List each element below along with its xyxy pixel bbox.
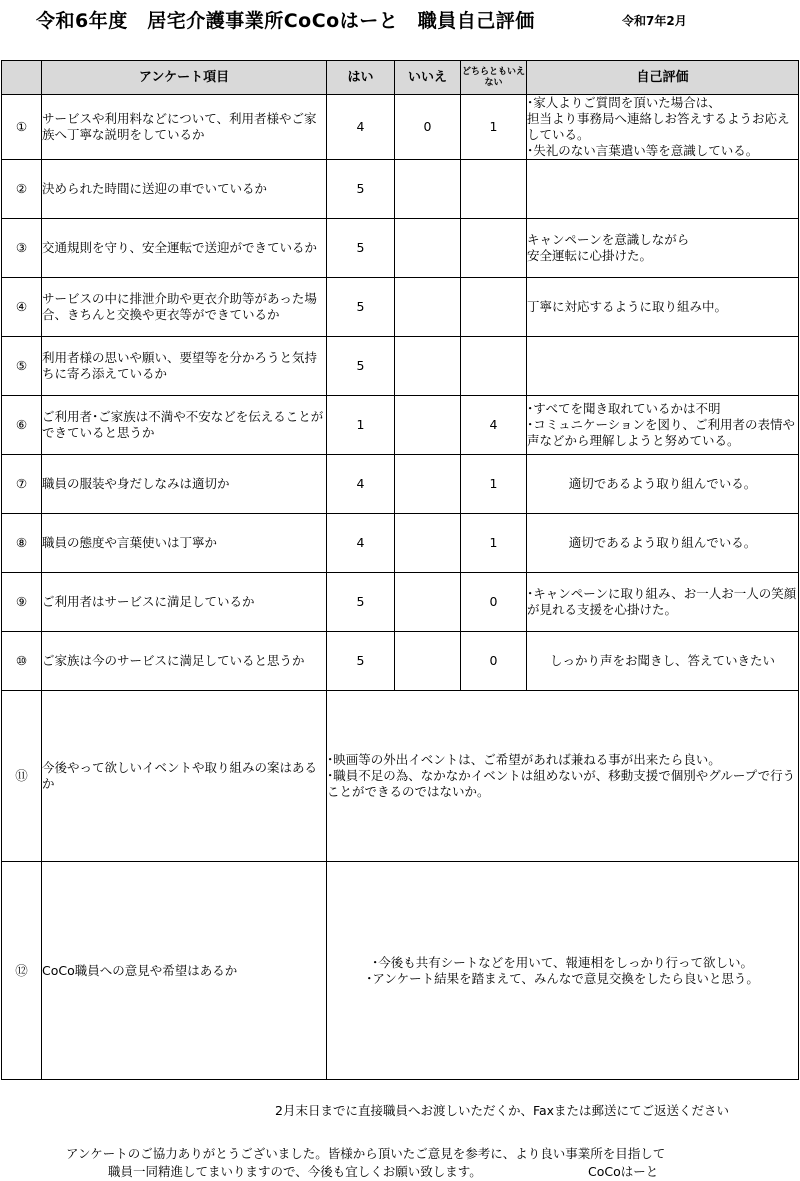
question-number: ⑦ [2,455,42,514]
self-evaluation [527,160,799,219]
question-text: サービスの中に排泄介助や更衣介助等があった場合、きちんと交換や更衣等ができているか [42,278,327,337]
neither-count: 1 [461,455,527,514]
evaluation-line: ･キャンペーンに取り組み、お一人お一人の笑顔が見れる支援を心掛けた。 [527,586,797,617]
header-neither: どちらともいえない [461,61,527,95]
table-row [2,396,799,455]
table-row [2,219,799,278]
self-evaluation [527,573,799,632]
question-number: ⑫ [2,862,42,1080]
evaluation-line: しっかり声をお聞きし、答えていきたい [549,653,775,668]
yes-count: 5 [327,337,395,396]
question-text: ご利用者･ご家族は不満や不安などを伝えることができていると思うか [42,396,327,455]
neither-count: 0 [461,573,527,632]
question-number: ⑥ [2,396,42,455]
survey-body [2,95,799,1080]
header-question: アンケート項目 [42,61,327,95]
yes-count: 4 [327,514,395,573]
open-question-row [2,691,799,862]
yes-count: 4 [327,95,395,160]
self-evaluation [527,219,799,278]
evaluation-line: ･家人よりご質問を頂いた場合は、 [527,95,721,110]
table-row [2,337,799,396]
comment-line: ･アンケート結果を踏まえて、みんなで意見交換をしたら良いと思う。 [366,970,759,986]
document-header [0,0,800,40]
open-comment [327,691,799,862]
header-yes: はい [327,61,395,95]
yes-count: 4 [327,455,395,514]
neither-count [461,219,527,278]
self-evaluation [527,632,799,691]
self-evaluation [527,396,799,455]
thanks-line-1: アンケートのご協力ありがとうございました。皆様から頂いたご意見を参考に、より良い事業所を目指して [66,1146,666,1161]
no-count [395,160,461,219]
neither-count [461,160,527,219]
table-row [2,95,799,160]
neither-count: 1 [461,95,527,160]
survey-table [1,60,799,1080]
question-text: ご家族は今のサービスに満足していると思うか [42,632,327,691]
document-date: 令和7年2月 [622,14,687,28]
question-number: ③ [2,219,42,278]
evaluation-line: キャンペーンを意識しながら [527,232,690,247]
question-number: ⑨ [2,573,42,632]
question-number: ⑪ [2,691,42,862]
return-instructions: 2月末日までに直接職員へお渡しいただくか、Faxまたは郵送にてご返送ください [275,1103,730,1118]
table-row [2,278,799,337]
question-text: 今後やって欲しいイベントや取り組みの案はあるか [42,691,327,862]
evaluation-line: 適切であるよう取り組んでいる。 [568,476,757,491]
evaluation-line: ･コミュニケーションを図り、ご利用者の表情や声などから理解しようと努めている。 [527,417,796,448]
question-text: 職員の態度や言葉使いは丁寧か [42,514,327,573]
document-title: 令和6年度 居宅介護事業所CoCoはーと 職員自己評価 [36,10,535,32]
evaluation-line: 適切であるよう取り組んでいる。 [568,535,757,550]
yes-count: 5 [327,219,395,278]
comment-line: ･今後も共有シートなどを用いて、報連相をしっかり行って欲しい。 [371,954,753,970]
question-number: ① [2,95,42,160]
table-row [2,160,799,219]
comment-line: ･職員不足の為、なかなかイベントは組めないが、移動支援で個別やグループで行うことができるのではないか。 [327,768,796,799]
table-row [2,573,799,632]
yes-count: 5 [327,573,395,632]
yes-count: 5 [327,160,395,219]
header-evaluation: 自己評価 [527,61,799,95]
question-number: ⑧ [2,514,42,573]
header-no: いいえ [395,61,461,95]
question-number: ② [2,160,42,219]
question-text: 交通規則を守り、安全運転で送迎ができているか [42,219,327,278]
no-count [395,632,461,691]
thanks-line-2: 職員一同精進してまいりますので、今後も宜しくお願い致します。 [108,1164,482,1179]
question-text: CoCo職員への意見や希望はあるか [42,862,327,1080]
self-evaluation [527,455,799,514]
neither-count: 4 [461,396,527,455]
comment-line: ･映画等の外出イベントは、ご希望があれば兼ねる事が出来たら良い。 [327,752,721,767]
signature: CoCoはーと [588,1164,659,1179]
no-count [395,514,461,573]
no-count [395,455,461,514]
no-count [395,337,461,396]
question-text: 職員の服装や身だしなみは適切か [42,455,327,514]
table-row [2,514,799,573]
no-count [395,573,461,632]
self-evaluation [527,95,799,160]
yes-count: 5 [327,632,395,691]
no-count [395,278,461,337]
table-header-row [2,61,799,95]
self-evaluation [527,514,799,573]
evaluation-line: 担当より事務局へ連絡しお答えするようお応えしている。 [527,111,790,142]
evaluation-line: 丁寧に対応するように取り組み中。 [527,299,728,314]
neither-count: 1 [461,514,527,573]
evaluation-line: ･すべてを聞き取れているかは不明 [527,401,721,416]
yes-count: 5 [327,278,395,337]
header-num [2,61,42,95]
neither-count [461,278,527,337]
no-count: 0 [395,95,461,160]
question-number: ⑤ [2,337,42,396]
question-text: ご利用者はサービスに満足しているか [42,573,327,632]
neither-count: 0 [461,632,527,691]
table-row [2,632,799,691]
question-text: 利用者様の思いや願い、要望等を分かろうと気持ちに寄ろ添えているか [42,337,327,396]
neither-count [461,337,527,396]
no-count [395,396,461,455]
open-comment [327,862,799,1080]
evaluation-line: ･失礼のない言葉遣い等を意識している。 [527,143,759,158]
self-evaluation [527,337,799,396]
self-evaluation [527,278,799,337]
yes-count: 1 [327,396,395,455]
evaluation-line: 安全運転に心掛けた。 [527,248,653,263]
question-number: ④ [2,278,42,337]
table-row [2,455,799,514]
question-number: ⑩ [2,632,42,691]
no-count [395,219,461,278]
question-text: 決められた時間に送迎の車でいているか [42,160,327,219]
open-question-row [2,862,799,1080]
question-text: サービスや利用料などについて、利用者様やご家族へ丁寧な説明をしているか [42,95,327,160]
